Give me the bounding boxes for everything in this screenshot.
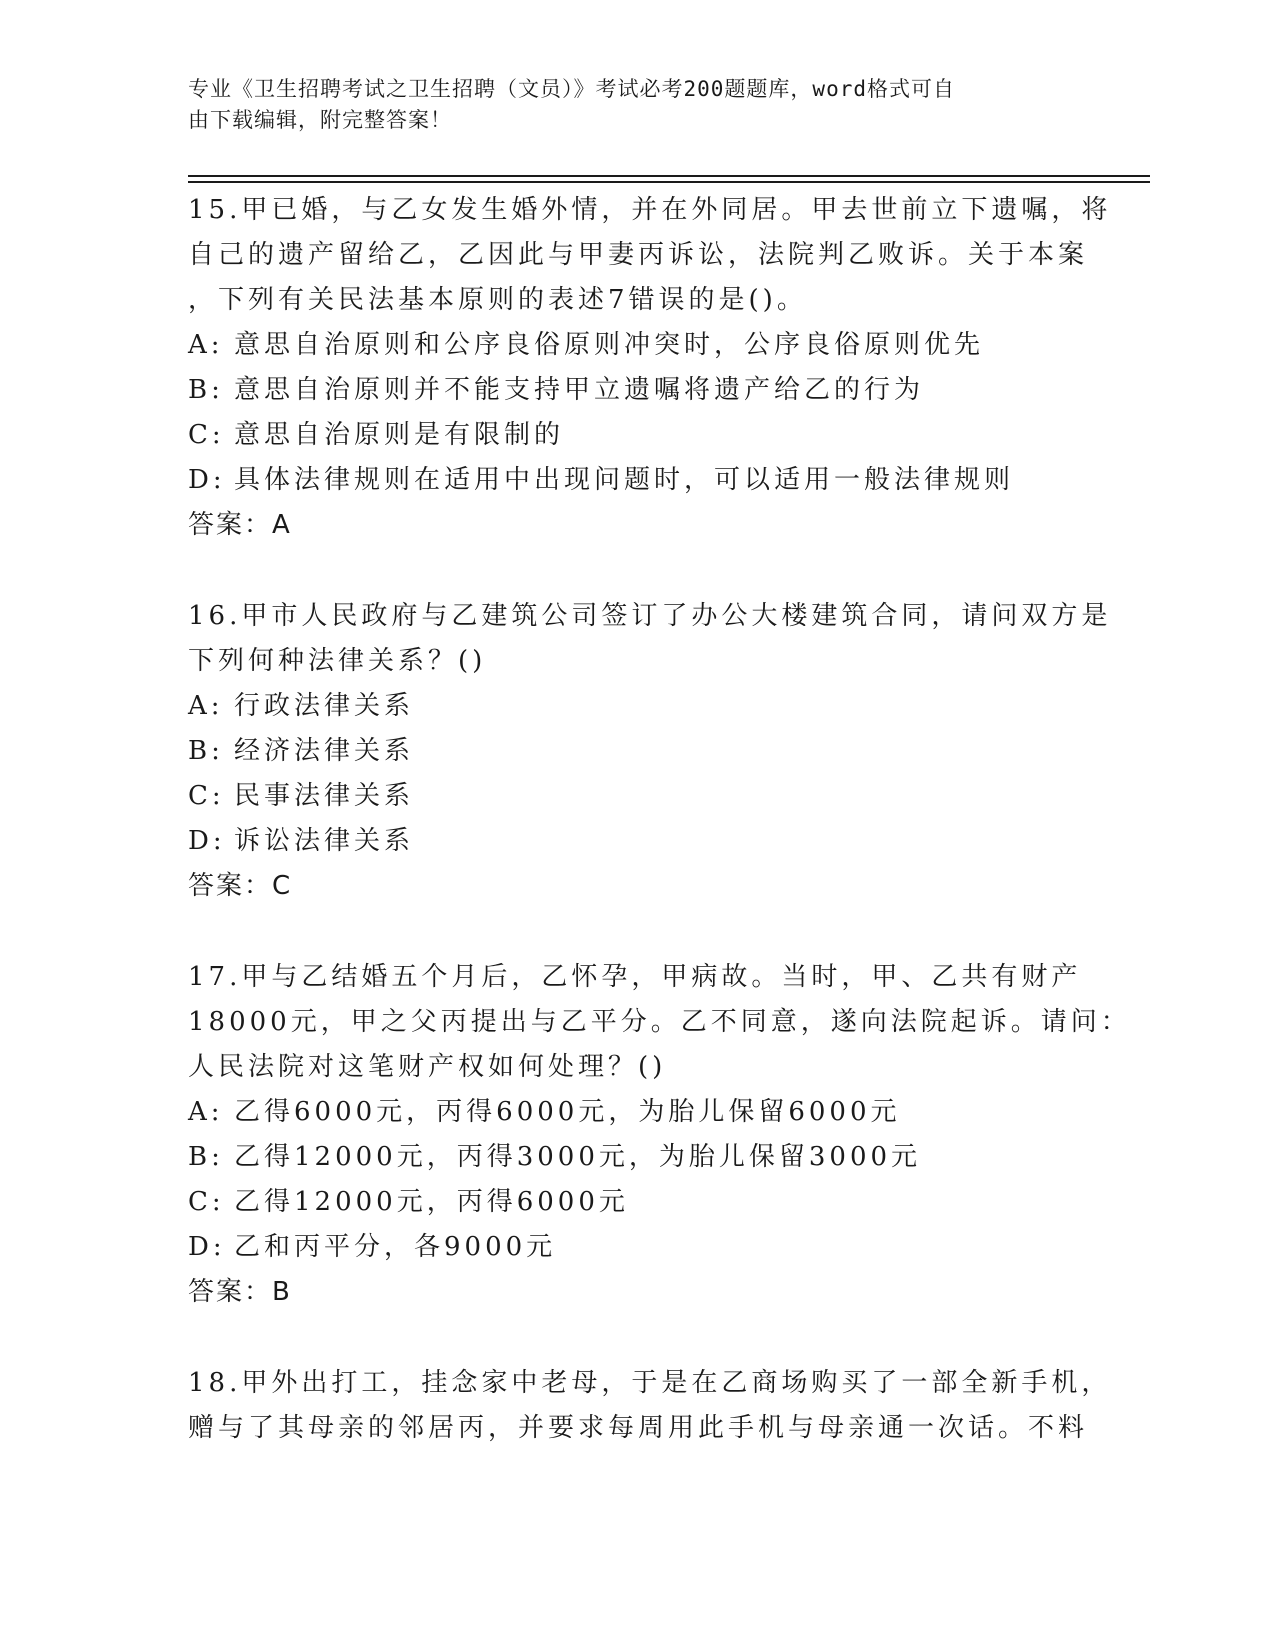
- option-letter: A:: [188, 330, 224, 360]
- document-header: [188, 74, 1068, 136]
- option-a: [188, 323, 1088, 368]
- answer-line: 答案：C: [188, 871, 293, 901]
- question-stem-line: 自己的遗产留给乙，乙因此与甲妻丙诉讼，法院判乙败诉。关于本案: [188, 240, 1089, 270]
- header-divider-top: [188, 175, 1150, 177]
- question-15: [188, 188, 1112, 548]
- question-16: [188, 594, 1112, 909]
- option-d: [188, 819, 1088, 864]
- option-letter: D:: [188, 1232, 226, 1262]
- question-18: [188, 1361, 1112, 1451]
- option-text: 乙得6000元，丙得6000元，为胎儿保留6000元: [234, 1097, 901, 1127]
- option-letter: C:: [188, 420, 225, 450]
- option-letter: D:: [188, 826, 226, 856]
- option-text: 行政法律关系: [234, 691, 415, 721]
- option-b: [188, 729, 1088, 774]
- question-stem-line: 下列何种法律关系？(): [188, 646, 487, 676]
- question-stem-line: 17.甲与乙结婚五个月后，乙怀孕，甲病故。当时，甲、乙共有财产: [188, 962, 1082, 992]
- option-text: 意思自治原则并不能支持甲立遗嘱将遗产给乙的行为: [234, 375, 925, 405]
- option-letter: C:: [188, 781, 225, 811]
- option-text: 乙得12000元，丙得6000元: [234, 1187, 629, 1217]
- option-c: [188, 1180, 1088, 1225]
- option-text: 乙得12000元，丙得3000元，为胎儿保留3000元: [234, 1142, 922, 1172]
- option-text: 民事法律关系: [234, 781, 415, 811]
- option-text: 意思自治原则和公序良俗原则冲突时，公序良俗原则优先: [234, 330, 985, 360]
- option-a: [188, 1090, 1088, 1135]
- option-letter: A:: [188, 1097, 224, 1127]
- header-divider-bottom: [188, 181, 1150, 183]
- question-stem-line: 18.甲外出打工，挂念家中老母，于是在乙商场购买了一部全新手机，: [188, 1368, 1112, 1398]
- question-stem-line: ，下列有关民法基本原则的表述7错误的是()。: [188, 285, 807, 315]
- option-letter: B:: [188, 375, 224, 405]
- option-letter: B:: [188, 1142, 224, 1172]
- question-list: [188, 188, 1131, 1497]
- option-text: 诉讼法律关系: [234, 826, 415, 856]
- option-letter: C:: [188, 1187, 225, 1217]
- option-text: 乙和丙平分，各9000元: [234, 1232, 557, 1262]
- option-letter: B:: [188, 736, 224, 766]
- option-d: [188, 1225, 1088, 1270]
- question-stem-line: 18000元，甲之父丙提出与乙平分。乙不同意，遂向法院起诉。请问：: [188, 1007, 1131, 1037]
- option-text: 经济法律关系: [234, 736, 415, 766]
- question-stem-line: 人民法院对这笔财产权如何处理？(): [188, 1052, 667, 1082]
- option-a: [188, 684, 1088, 729]
- question-stem-line: 16.甲市人民政府与乙建筑公司签订了办公大楼建筑合同，请问双方是: [188, 601, 1112, 631]
- question-17: [188, 955, 1131, 1315]
- option-c: [188, 774, 1088, 819]
- option-text: 意思自治原则是有限制的: [234, 420, 565, 450]
- header-line-1: 专业《卫生招聘考试之卫生招聘（文员）》考试必考200题题库，word格式可自: [188, 77, 955, 101]
- option-text: 具体法律规则在适用中出现问题时，可以适用一般法律规则: [234, 465, 1015, 495]
- option-letter: D:: [188, 465, 226, 495]
- option-b: [188, 1135, 1088, 1180]
- question-stem-line: 赠与了其母亲的邻居丙，并要求每周用此手机与母亲通一次话。不料: [188, 1413, 1089, 1443]
- header-line-2: 由下载编辑，附完整答案！: [188, 108, 452, 132]
- option-letter: A:: [188, 691, 224, 721]
- question-stem-line: 15.甲已婚，与乙女发生婚外情，并在外同居。甲去世前立下遗嘱，将: [188, 195, 1112, 225]
- answer-line: 答案：B: [188, 1277, 292, 1307]
- option-d: [188, 458, 1088, 503]
- option-c: [188, 413, 1088, 458]
- answer-line: 答案：A: [188, 510, 292, 540]
- option-b: [188, 368, 1088, 413]
